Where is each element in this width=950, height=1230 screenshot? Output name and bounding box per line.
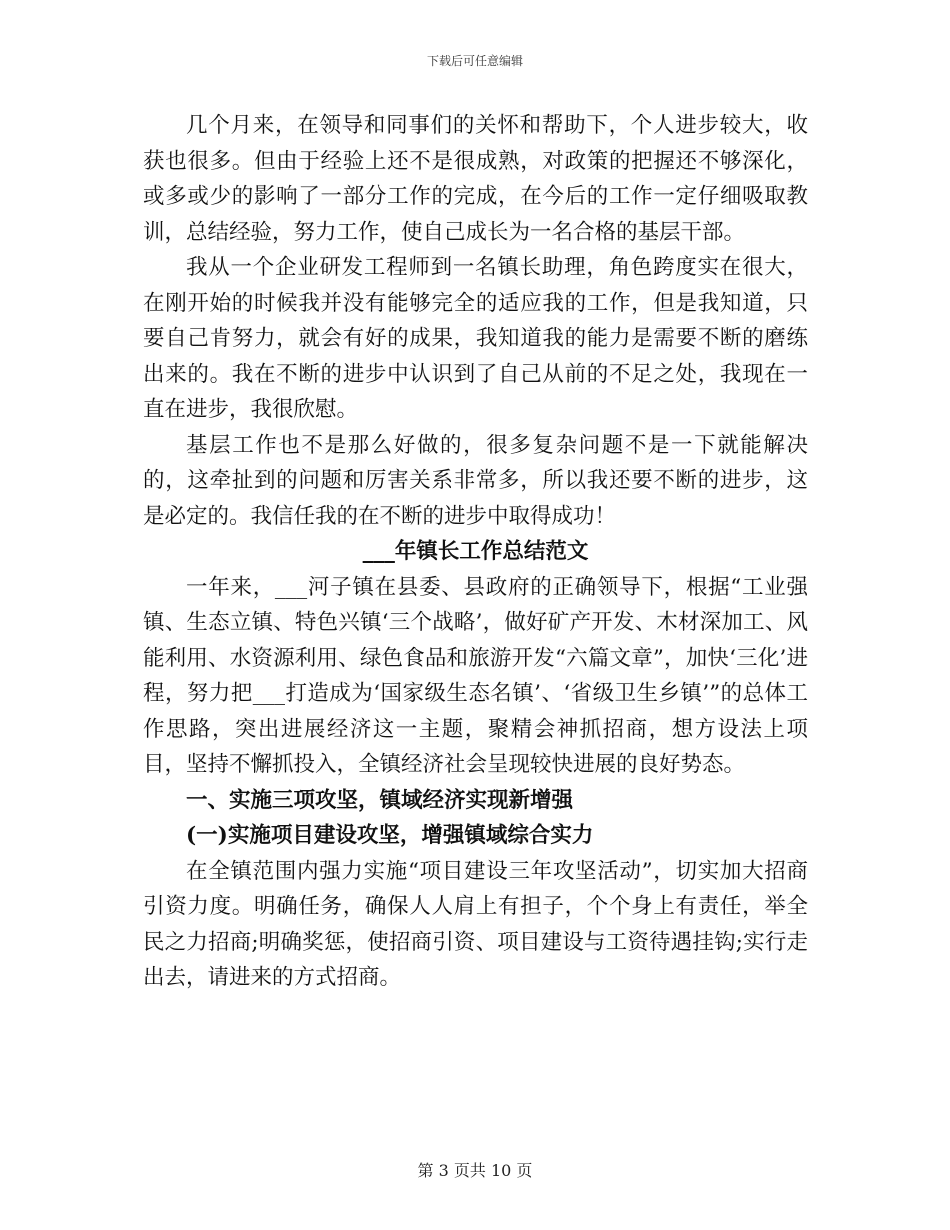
- subheading-1: (一)实施项目建设攻坚，增强镇域综合实力: [186, 823, 594, 848]
- section-title: ___年镇长工作总结范文: [362, 539, 589, 564]
- paragraph-3: 基层工作也不是那么好做的，很多复杂问题不是一下就能解决的，这牵扯到的问题和厉害关系非常多，所以我还要不断的进步，这是必定的。我信任我的在不断的进步中取得成功！: [143, 432, 808, 529]
- paragraph-4: 一年来，___河子镇在县委、县政府的正确领导下，根据“工业强镇、生态立镇、特色兴镇‘三个战略’，做好矿产开发、木材深加工、风能利用、水资源利用、绿色食品和旅游开发“六篇文章”，加快‘三化’进程，努力把___打造成为‘国家级生态名镇’、‘省级卫生乡镇’”的总体工作思路，突出进展经济这一主题，聚精会神抓招商，想方设法上项目，坚持不懈抓投入，全镇经济社会呈现较快进展的良好势态。: [143, 574, 808, 777]
- paragraph-1: 几个月来，在领导和同事们的关怀和帮助下，个人进步较大，收获也很多。但由于经验上还不是很成熟，对政策的把握还不够深化，或多或少的影响了一部分工作的完成，在今后的工作一定仔细吸取教训，总结经验，努力工作，使自己成长为一名合格的基层干部。: [143, 113, 808, 245]
- page-header: 下载后可任意编辑: [426, 54, 523, 68]
- document-body: [143, 108, 808, 996]
- paragraph-2: 我从一个企业研发工程师到一名镇长助理，角色跨度实在很大，在刚开始的时候我并没有能够完全的适应我的工作，但是我知道，只要自己肯努力，就会有好的成果，我知道我的能力是需要不断的磨练出来的。我在不断的进步中认识到了自己从前的不足之处，我现在一直在进步，我很欣慰。: [143, 255, 808, 422]
- page-footer: 第 3 页共 10 页: [417, 1161, 533, 1180]
- heading-1: 一、实施三项攻坚，镇域经济实现新增强: [186, 787, 574, 813]
- paragraph-5: 在全镇范围内强力实施“项目建设三年攻坚活动”，切实加大招商引资力度。明确任务，确保人人肩上有担子，个个身上有责任，举全民之力招商;明确奖惩，使招商引资、项目建设与工资待遇挂钩;实行走出去，请进来的方式招商。: [143, 858, 808, 990]
